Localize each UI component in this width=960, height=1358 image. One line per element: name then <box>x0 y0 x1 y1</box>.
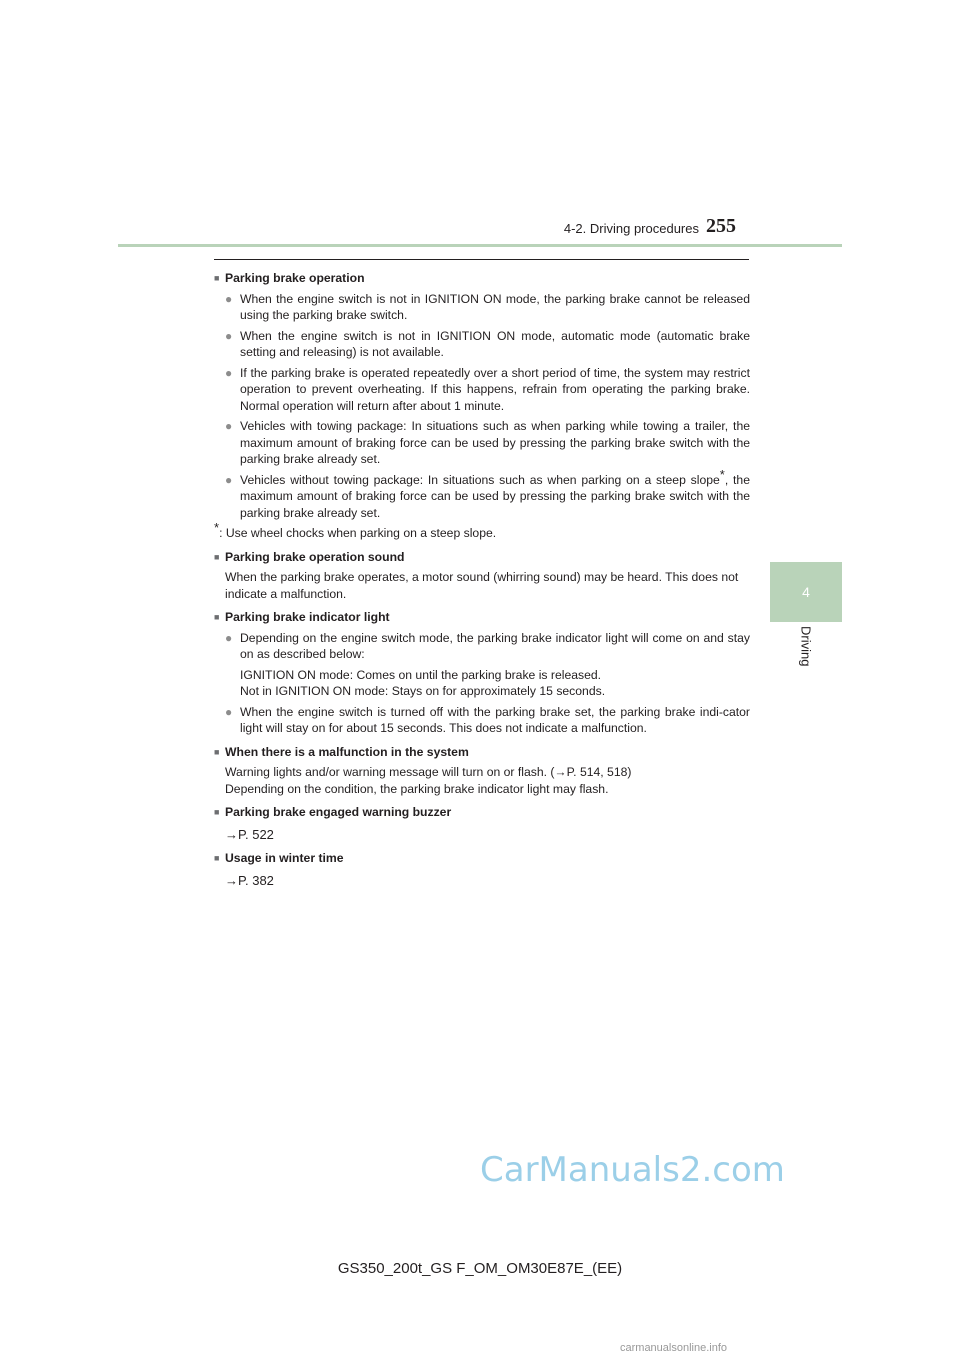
footnote <box>214 519 750 542</box>
bullet-icon: ● <box>225 365 233 380</box>
indicator-line: IGNITION ON mode: Comes on until the parking brake is released. <box>240 667 602 682</box>
watermark-url: carmanualsonline.info <box>620 1342 728 1354</box>
section-title: 4-2. Driving procedures <box>563 221 699 236</box>
section-heading: ■ Parking brake indicator light <box>214 609 750 626</box>
chapter-label: Driving <box>798 626 814 667</box>
section-heading: ■ Parking brake engaged warning buzzer <box>214 804 750 821</box>
footer-code: GS350_200t_GS F_OM_OM30E87E_(EE) <box>337 1260 623 1277</box>
footnote-text: : Use wheel chocks when parking on a steep slope. <box>219 526 497 540</box>
section-heading: ■ When there is a malfunction in the system <box>214 744 750 761</box>
bullet-item <box>214 328 750 361</box>
section-heading: ■ Usage in winter time <box>214 850 750 867</box>
bullet-item <box>214 466 750 522</box>
bullet-text: , the maximum amount of braking force can be used by pressing the parking brake switch with the parking brake already set. <box>240 472 750 520</box>
bullet-text: If the parking brake is operated repeatedly over a short period of time, the system may restrict operation to prevent overheating. If this happens, refrain from operating the parking brake. Normal operation will return after about 1 minute. <box>240 365 750 413</box>
chapter-tab[interactable]: 4 <box>770 562 842 622</box>
bullet-icon: ● <box>225 419 233 433</box>
page-reference-link[interactable]: →P. 522 <box>225 826 274 842</box>
content-rule <box>214 259 749 260</box>
bullet-text: When the engine switch is not in IGNITION ON mode, automatic mode (automatic brake setting and releasing) is not available. <box>240 328 750 359</box>
bullet-icon: ● <box>225 630 233 645</box>
paragraph <box>214 764 750 797</box>
bullet-text: When the engine switch is turned off with the parking brake set, the parking brake indi-cator light will stay on for about 15 seconds. This does not indicate a malfunction. <box>240 704 750 735</box>
bullet-item <box>214 291 750 324</box>
bullet-text: Depending on the engine switch mode, the parking brake indicator light will come on and stay on as described below: <box>240 630 750 661</box>
bullet-item <box>214 630 750 663</box>
bullet-text: Vehicles without towing package: In situations such as when parking on a steep slope <box>240 472 720 487</box>
bullet-text: When the engine switch is not in IGNITION ON mode, the parking brake cannot be released using the parking brake switch. <box>240 291 750 322</box>
bullet-icon: ● <box>225 472 233 487</box>
page-number: 255 <box>706 215 736 237</box>
bullet-item <box>214 418 750 468</box>
paragraph-line: Depending on the condition, the parking brake indicator light may flash. <box>225 781 609 796</box>
section-heading: ■ Parking brake operation <box>214 270 750 287</box>
indicator-line: Not in IGNITION ON mode: Stays on for approximately 15 seconds. <box>240 684 606 698</box>
bullet-icon: ● <box>225 328 233 343</box>
bullet-item <box>214 704 750 737</box>
page-reference-link[interactable]: →P. 382 <box>225 872 274 888</box>
header-rule <box>118 244 842 247</box>
paragraph-line: Warning lights and/or warning message will turn on or flash. (→P. 514, 518) <box>225 765 632 779</box>
page-content <box>214 270 750 889</box>
paragraph: When the parking brake operates, a motor sound (whirring sound) may be heard. This does not indicate a malfunction. <box>225 570 739 601</box>
footnote-mark: * <box>719 466 725 482</box>
watermark-logo: CarManuals2.com <box>480 1150 785 1190</box>
footnote-mark: * <box>214 519 220 535</box>
bullet-text: Vehicles with towing package: In situations such as when parking while towing a trailer, the maximum amount of braking force can be used by pressing the parking brake switch with the parking brake already set. <box>240 419 750 466</box>
bullet-item <box>214 365 750 415</box>
section-heading: ■ Parking brake operation sound <box>214 549 750 566</box>
bullet-icon: ● <box>225 291 233 306</box>
bullet-icon: ● <box>225 704 233 719</box>
